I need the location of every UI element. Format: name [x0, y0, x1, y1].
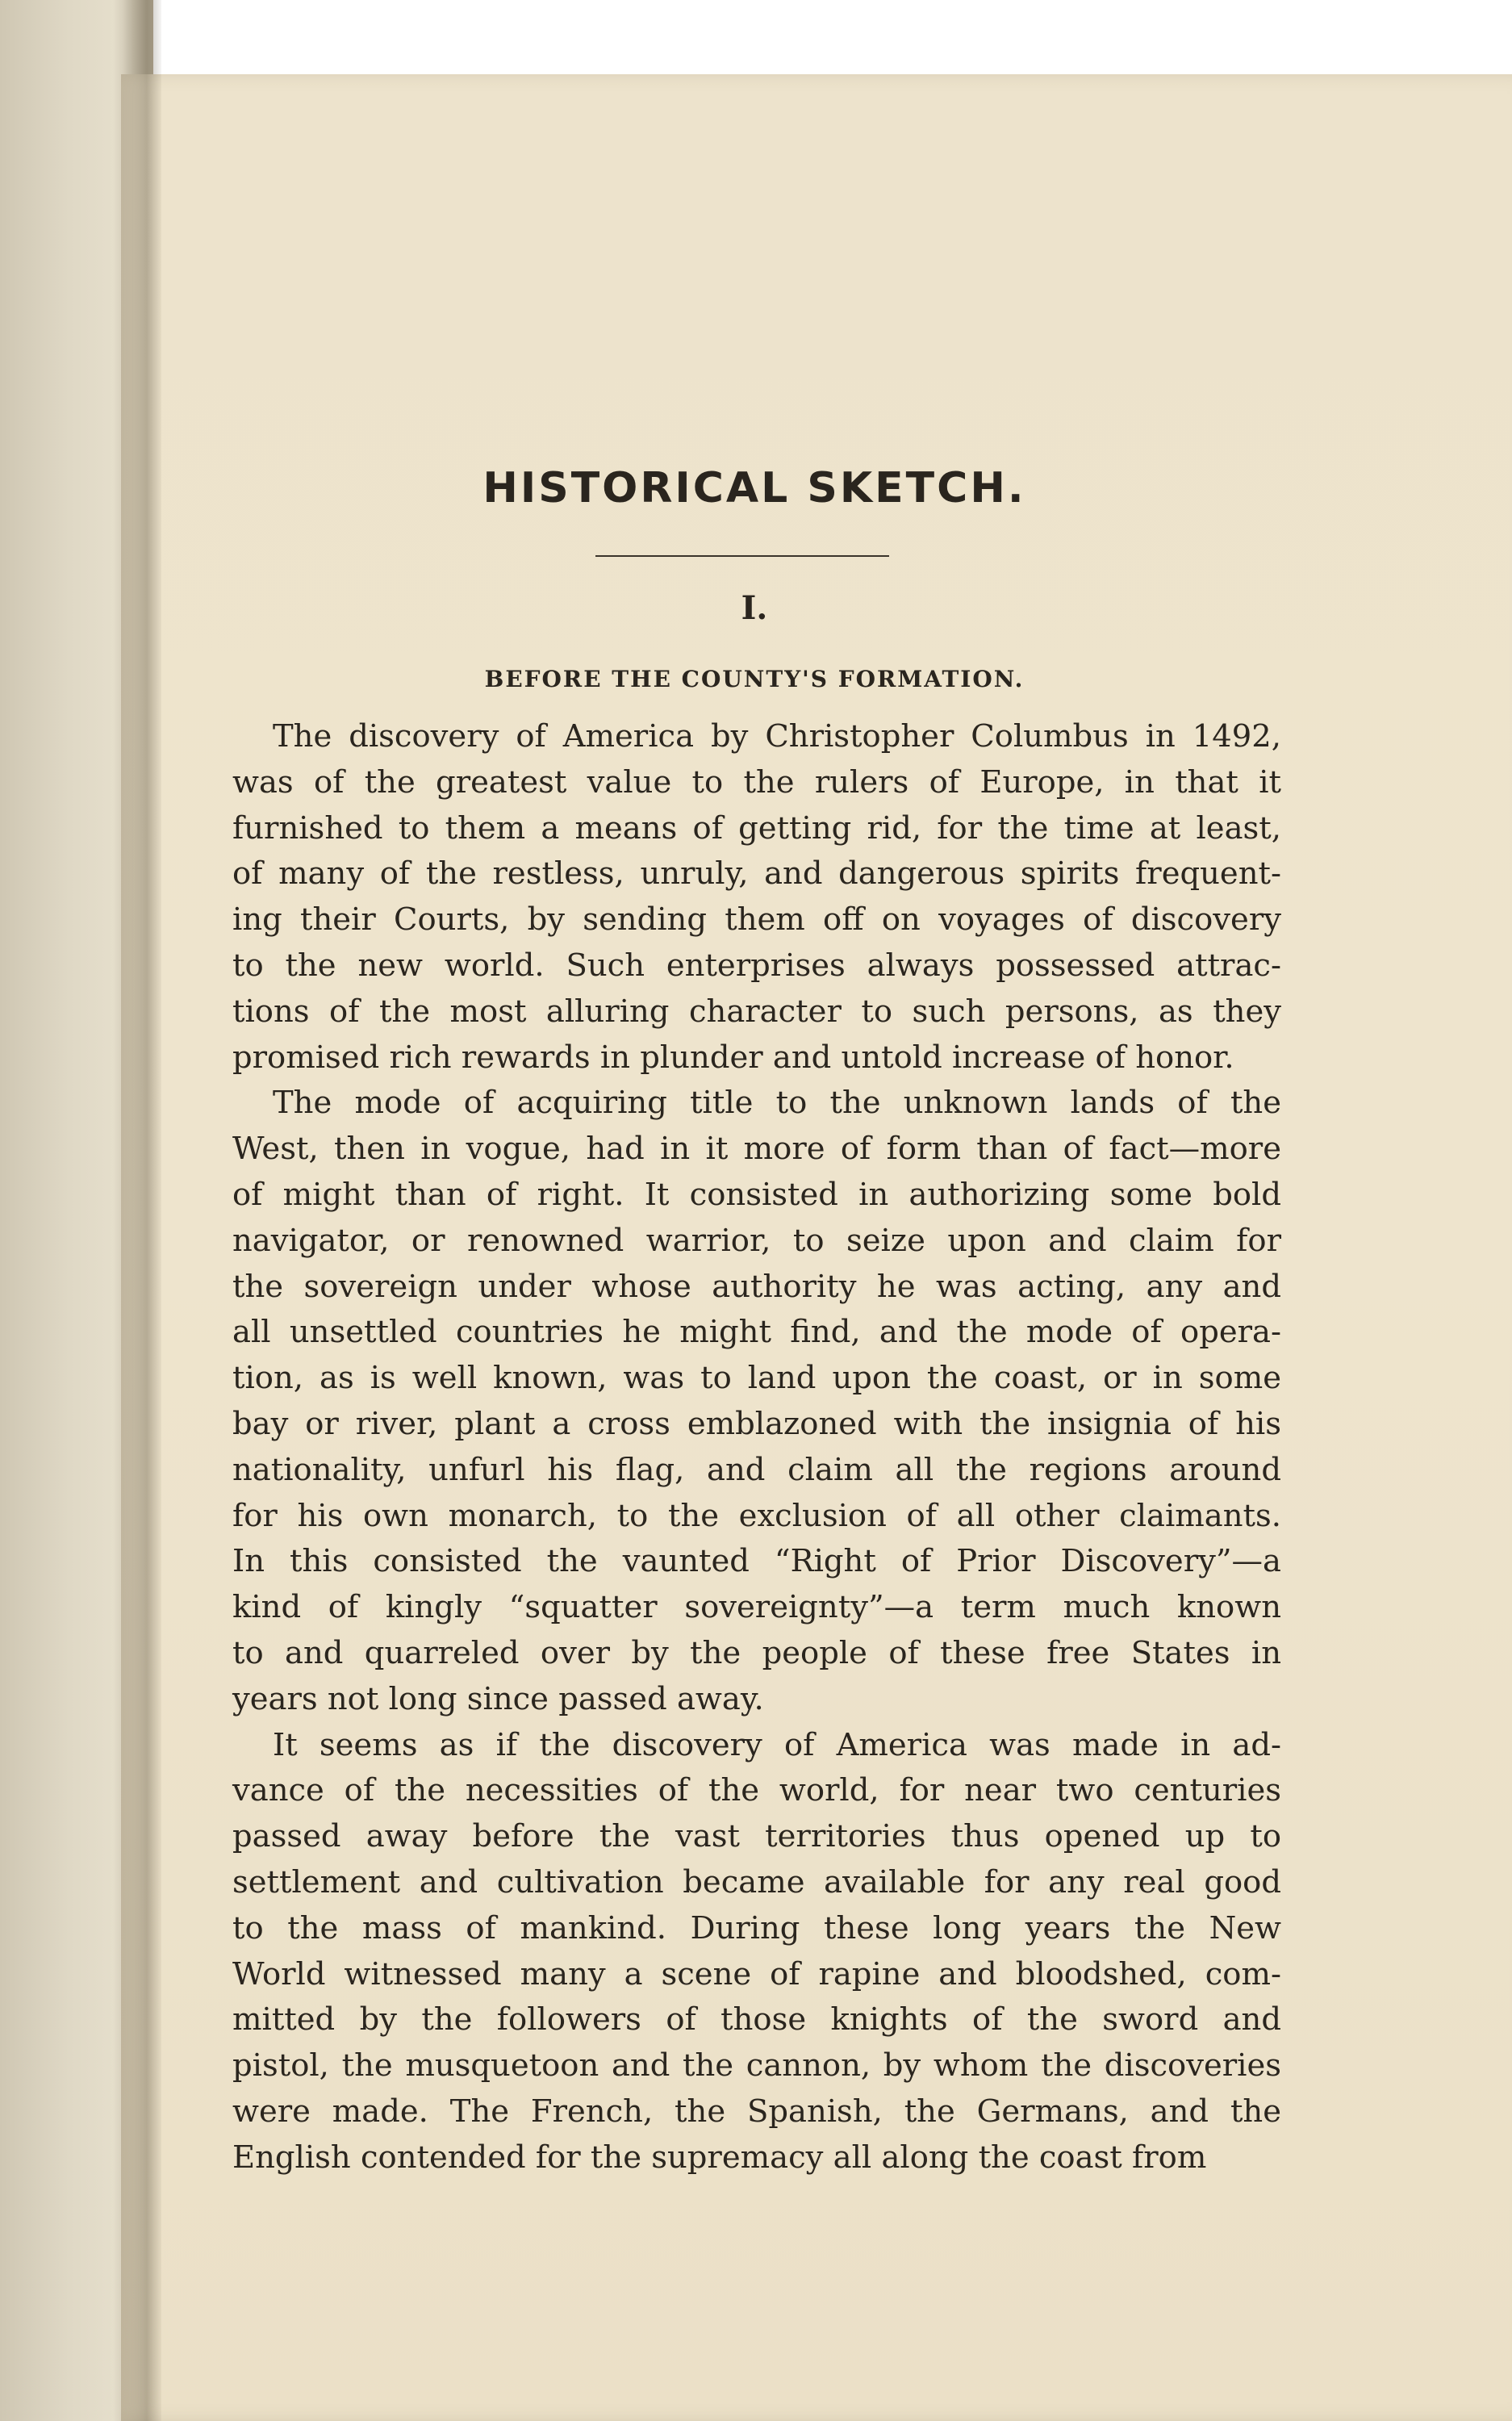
text-line: tions of the most alluring character to such persons, as they [232, 993, 1281, 1030]
text-line: nationality, unfurl his flag, and claim all the regions around [232, 1451, 1281, 1488]
text-line: furnished to them a means of getting rid, for the time at least, [232, 809, 1281, 847]
text-line: to the mass of mankind. During these long years the New [232, 1909, 1281, 1946]
text-line: It seems as if the discovery of America was made in ad- [273, 1726, 1281, 1763]
text-line: promised rich rewards in plunder and untold increase of honor. [232, 1039, 1234, 1076]
page-title: HISTORICAL SKETCH. [482, 464, 1026, 512]
text-line: was of the greatest value to the rulers of Europe, in that it [232, 763, 1281, 801]
text-line: World witnessed many a scene of rapine and bloodshed, com- [232, 1955, 1281, 1992]
text-line: for his own monarch, to the exclusion of all other claimants. [232, 1497, 1281, 1534]
text-line: of many of the restless, unruly, and dangerous spirits frequent- [232, 855, 1281, 893]
text-line: passed away before the vast territories thus opened up to [232, 1818, 1281, 1855]
text-line: navigator, or renowned warrior, to seize upon and claim for [232, 1222, 1281, 1259]
text-line: to the new world. Such enterprises always possessed attrac- [232, 947, 1281, 984]
paragraph [232, 1723, 1281, 2181]
text-line: vance of the necessities of the world, for near two centuries [232, 1772, 1281, 1809]
paragraph [232, 1081, 1281, 1722]
text-line: kind of kingly “squatter sovereignty”—a term much known [232, 1589, 1281, 1626]
text-line: settlement and cultivation became available for any real good [232, 1863, 1281, 1900]
text-line: the sovereign under whose authority he was acting, any and [232, 1268, 1281, 1305]
paragraph [232, 714, 1281, 1081]
text-line: In this consisted the vaunted “Right of Prior Discovery”—a [232, 1543, 1281, 1580]
text-line: The mode of acquiring title to the unknown lands of the [273, 1085, 1281, 1122]
text-line: of might than of right. It consisted in authorizing some bold [232, 1176, 1281, 1213]
section-subtitle: BEFORE THE COUNTY'S FORMATION. [484, 666, 1025, 692]
text-line: West, then in vogue, had in it more of form than of fact—more [232, 1131, 1281, 1168]
text-line: bay or river, plant a cross emblazoned with the insignia of his [232, 1405, 1281, 1442]
text-line: all unsettled countries he might find, and the mode of opera- [232, 1314, 1281, 1351]
gutter-shadow [113, 0, 161, 2421]
text-line: tion, as is well known, was to land upon the coast, or in some [232, 1360, 1281, 1397]
title-rule [595, 555, 889, 557]
text-line: ing their Courts, by sending them off on voyages of discovery [232, 901, 1281, 939]
text-line: mitted by the followers of those knights of the sword and [232, 2001, 1281, 2038]
text-line: to and quarreled over by the people of these free States in [232, 1634, 1281, 1671]
text-line: pistol, the musquetoon and the cannon, by whom the discoveries [232, 2047, 1281, 2084]
section-number: I. [741, 589, 768, 627]
text-line: English contended for the supremacy all along the coast from [232, 2139, 1207, 2176]
text-line: years not long since passed away. [232, 1680, 764, 1717]
body-text [232, 714, 1281, 2181]
text-line: were made. The French, the Spanish, the Germans, and the [232, 2093, 1281, 2130]
text-line: The discovery of America by Christopher Columbus in 1492, [273, 718, 1281, 755]
